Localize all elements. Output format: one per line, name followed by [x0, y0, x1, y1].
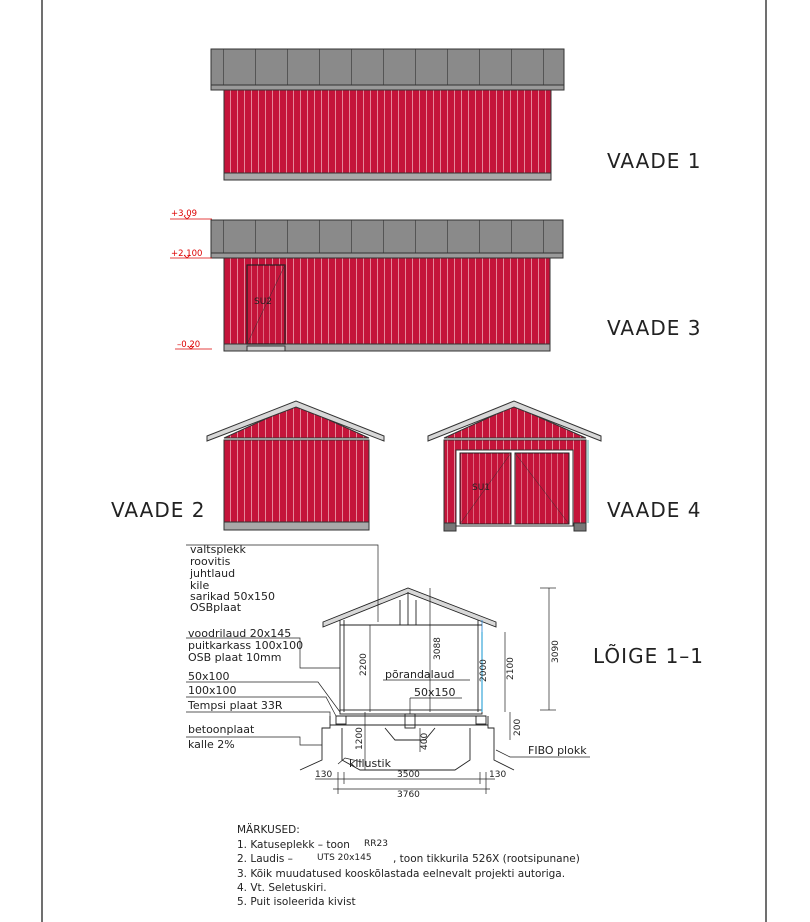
note-3: 3. Kõik muudatused kooskõlastada eelnevalt projekti autoriga. — [237, 868, 566, 880]
wall-layer-2: puitkarkass 100x100 — [188, 639, 304, 652]
note-5: 5. Puit isoleerida kivist — [237, 896, 356, 908]
note-2b: , toon tikkurila 526X (rootsipunane) — [393, 853, 580, 865]
roof-layer-6: OSBplaat — [190, 601, 242, 614]
view-2-gable — [207, 401, 384, 530]
roof-layer-2: roovitis — [190, 555, 231, 568]
elevation-mid: +2.100 — [171, 249, 203, 259]
elevation-top: +3.09 — [171, 209, 198, 219]
section-title: LÕIGE 1–1 — [593, 644, 705, 668]
dim-130-right: 130 — [489, 770, 507, 780]
view-4-gable — [428, 401, 601, 531]
door-su1-label: SU1 — [472, 483, 491, 493]
dim-3500: 3500 — [397, 770, 420, 780]
label-betoonplaat: betoonplaat — [188, 723, 255, 736]
notes-heading: MÄRKUSED: — [237, 824, 300, 836]
label-50x100: 50x100 — [188, 670, 230, 683]
view-1-elevation — [211, 49, 564, 180]
dim-3088: 3088 — [433, 637, 443, 660]
roof-layer-4: kile — [190, 579, 210, 592]
elevation-bottom: –0.20 — [177, 340, 201, 350]
dim-400: 400 — [420, 732, 430, 750]
label-100x100: 100x100 — [188, 684, 237, 697]
roof-layer-3: juhtlaud — [190, 567, 236, 580]
dim-1200: 1200 — [355, 727, 365, 750]
note-4: 4. Vt. Seletuskiri. — [237, 882, 327, 894]
label-tempsi: Tempsi plaat 33R — [188, 699, 283, 712]
label-killustik: killustik — [349, 757, 391, 770]
roof-layer-1: valtsplekk — [190, 543, 246, 556]
elevation-marks — [170, 216, 212, 349]
note-2a: 2. Laudis – — [237, 853, 293, 865]
door-su2-label: SU2 — [254, 297, 273, 307]
label-50x150: 50x150 — [414, 686, 456, 699]
note-1: 1. Katuseplekk – toon — [237, 839, 350, 851]
wall-layer-3: OSB plaat 10mm — [188, 651, 282, 664]
view-3-elevation — [211, 220, 563, 351]
dim-2100: 2100 — [506, 657, 516, 680]
view-4-title: VAADE 4 — [607, 498, 702, 522]
dim-2000: 2000 — [479, 659, 489, 682]
view-3-title: VAADE 3 — [607, 316, 702, 340]
label-kalle: kalle 2% — [188, 738, 235, 751]
roof-layer-5: sarikad 50x150 — [190, 590, 275, 603]
dim-200: 200 — [513, 718, 523, 736]
note-2-code: UTS 20x145 — [317, 853, 372, 863]
label-fibo: FIBO plokk — [528, 744, 587, 757]
label-porandalaud: põrandalaud — [385, 668, 455, 681]
view-2-title: VAADE 2 — [111, 498, 206, 522]
wall-layer-1: voodrilaud 20x145 — [188, 627, 292, 640]
dim-3760: 3760 — [397, 790, 420, 800]
dim-130-left: 130 — [315, 770, 333, 780]
dim-3090: 3090 — [551, 640, 561, 663]
dim-2200: 2200 — [359, 653, 369, 676]
view-1-title: VAADE 1 — [607, 149, 702, 173]
note-1-code: RR23 — [364, 839, 388, 849]
